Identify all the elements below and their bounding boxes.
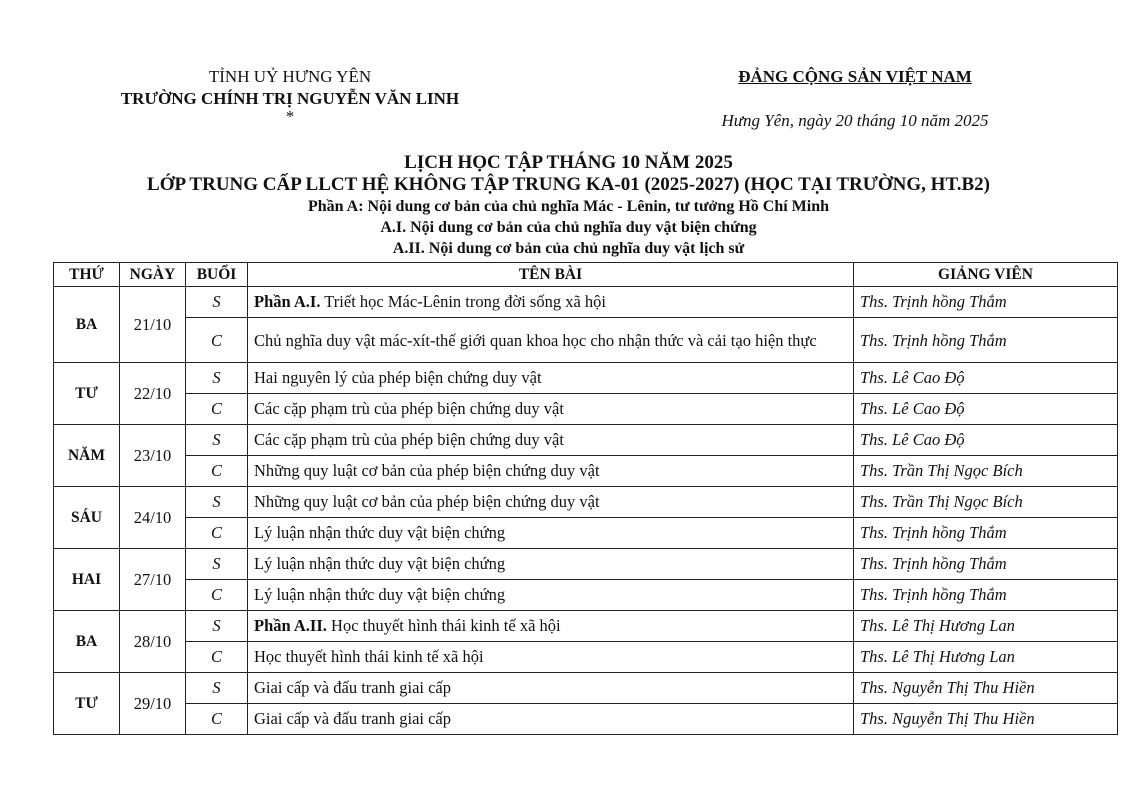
- table-row: [54, 580, 1118, 611]
- topic-text: Giai cấp và đấu tranh giai cấp: [254, 709, 451, 728]
- table-row: [54, 642, 1118, 673]
- day-cell: BA: [54, 611, 120, 673]
- topic-text: Học thuyết hình thái kinh tế xã hội: [254, 647, 484, 666]
- session-cell: S: [186, 287, 248, 318]
- session-cell: S: [186, 611, 248, 642]
- table-row: [54, 518, 1118, 549]
- header-date: NGÀY: [120, 263, 186, 287]
- table-row: [54, 487, 1118, 518]
- class-title: LỚP TRUNG CẤP LLCT HỆ KHÔNG TẬP TRUNG KA-01 (2025-2027) (HỌC TẠI TRƯỜNG, HT.B2): [147, 174, 990, 195]
- topic-text: Hai nguyên lý của phép biện chứng duy vật: [254, 368, 542, 387]
- day-cell: TƯ: [54, 673, 120, 735]
- lecturer-cell: Ths. Lê Cao Độ: [854, 425, 1118, 456]
- issuer-province: TỈNH UỶ HƯNG YÊN: [208, 67, 372, 86]
- lecturer-cell: Ths. Trịnh hồng Thắm: [854, 287, 1118, 318]
- session-cell: C: [186, 704, 248, 735]
- topic-cell: [248, 673, 854, 704]
- issuer-star: *: [285, 107, 295, 126]
- header-session: BUỔI: [186, 263, 248, 287]
- topic-text: Lý luận nhận thức duy vật biện chứng: [254, 585, 506, 604]
- date-cell: 21/10: [120, 287, 186, 363]
- document-title: LỊCH HỌC TẬP THÁNG 10 NĂM 2025: [404, 152, 733, 173]
- section-a1-title: A.I. Nội dung cơ bản của chủ nghĩa duy vật biện chứng: [380, 219, 757, 236]
- topic-cell: [248, 518, 854, 549]
- schedule-body: [54, 287, 1118, 735]
- day-cell: SÁU: [54, 487, 120, 549]
- session-cell: S: [186, 487, 248, 518]
- lecturer-cell: Ths. Nguyễn Thị Thu Hiền: [854, 704, 1118, 735]
- topic-cell: [248, 642, 854, 673]
- header-lecturer: GIẢNG VIÊN: [854, 263, 1118, 287]
- party-name: ĐẢNG CỘNG SẢN VIỆT NAM: [738, 67, 972, 86]
- date-cell: 23/10: [120, 425, 186, 487]
- topic-cell: [248, 611, 854, 642]
- topic-cell: [248, 394, 854, 425]
- topic-text: Chủ nghĩa duy vật mác-xít-thế giới quan khoa học cho nhận thức và cải tạo hiện thực: [254, 330, 817, 350]
- lecturer-cell: Ths. Trịnh hồng Thắm: [854, 518, 1118, 549]
- topic-cell: [248, 287, 854, 318]
- table-row: [54, 673, 1118, 704]
- table-row: [54, 287, 1118, 318]
- date-cell: 29/10: [120, 673, 186, 735]
- date-cell: 28/10: [120, 611, 186, 673]
- session-cell: C: [186, 318, 248, 363]
- topic-text: Những quy luật cơ bản của phép biện chứng duy vật: [254, 461, 600, 480]
- day-cell: TƯ: [54, 363, 120, 425]
- table-row: [54, 549, 1118, 580]
- session-cell: C: [186, 518, 248, 549]
- session-cell: C: [186, 394, 248, 425]
- table-row: [54, 456, 1118, 487]
- topic-cell: [248, 580, 854, 611]
- lecturer-cell: Ths. Trịnh hồng Thắm: [854, 580, 1118, 611]
- document-date: Hưng Yên, ngày 20 tháng 10 năm 2025: [721, 111, 989, 130]
- session-cell: S: [186, 549, 248, 580]
- topic-text: Học thuyết hình thái kinh tế xã hội: [326, 616, 561, 635]
- topic-cell: [248, 549, 854, 580]
- table-header-row: [54, 263, 1118, 287]
- session-cell: S: [186, 673, 248, 704]
- table-row: [54, 318, 1118, 363]
- topic-text: Lý luận nhận thức duy vật biện chứng: [254, 554, 506, 573]
- header-day: THỨ: [54, 263, 120, 287]
- topic-text: Triết học Mác-Lênin trong đời sống xã hội: [320, 292, 607, 311]
- part-label: Phần A.II.: [254, 616, 327, 635]
- topic-text: Các cặp phạm trù của phép biện chứng duy vật: [254, 430, 564, 449]
- topic-cell: [248, 318, 854, 363]
- session-cell: S: [186, 425, 248, 456]
- topic-cell: [248, 363, 854, 394]
- topic-text: Giai cấp và đấu tranh giai cấp: [254, 678, 451, 697]
- day-cell: BA: [54, 287, 120, 363]
- lecturer-cell: Ths. Lê Thị Hương Lan: [854, 611, 1118, 642]
- date-cell: 27/10: [120, 549, 186, 611]
- session-cell: S: [186, 363, 248, 394]
- party-block: [690, 66, 1020, 132]
- part-a-title: Phần A: Nội dung cơ bản của chủ nghĩa Mác - Lênin, tư tưởng Hồ Chí Minh: [307, 198, 829, 215]
- table-row: [54, 425, 1118, 456]
- topic-text: Lý luận nhận thức duy vật biện chứng: [254, 523, 506, 542]
- topic-cell: [248, 487, 854, 518]
- issuer-school: TRƯỜNG CHÍNH TRỊ NGUYỄN VĂN LINH: [120, 89, 460, 108]
- document-title-block: [0, 152, 1137, 259]
- date-cell: 24/10: [120, 487, 186, 549]
- lecturer-cell: Ths. Lê Thị Hương Lan: [854, 642, 1118, 673]
- table-row: [54, 704, 1118, 735]
- table-row: [54, 611, 1118, 642]
- lecturer-cell: Ths. Trần Thị Ngọc Bích: [854, 487, 1118, 518]
- part-label: Phần A.I.: [254, 292, 321, 311]
- schedule-table: [53, 262, 1118, 735]
- issuer-block: [110, 66, 470, 124]
- day-cell: NĂM: [54, 425, 120, 487]
- section-a2-title: A.II. Nội dung cơ bản của chủ nghĩa duy vật lịch sử: [392, 240, 745, 257]
- lecturer-cell: Ths. Trịnh hồng Thắm: [854, 549, 1118, 580]
- table-row: [54, 394, 1118, 425]
- session-cell: C: [186, 580, 248, 611]
- topic-cell: [248, 704, 854, 735]
- topic-cell: [248, 456, 854, 487]
- header-topic: TÊN BÀI: [248, 263, 854, 287]
- lecturer-cell: Ths. Trần Thị Ngọc Bích: [854, 456, 1118, 487]
- topic-cell: [248, 425, 854, 456]
- lecturer-cell: Ths. Nguyễn Thị Thu Hiền: [854, 673, 1118, 704]
- session-cell: C: [186, 642, 248, 673]
- lecturer-cell: Ths. Lê Cao Độ: [854, 363, 1118, 394]
- day-cell: HAI: [54, 549, 120, 611]
- table-row: [54, 363, 1118, 394]
- session-cell: C: [186, 456, 248, 487]
- lecturer-cell: Ths. Trịnh hồng Thắm: [854, 318, 1118, 363]
- topic-text: Các cặp phạm trù của phép biện chứng duy vật: [254, 399, 564, 418]
- lecturer-cell: Ths. Lê Cao Độ: [854, 394, 1118, 425]
- date-cell: 22/10: [120, 363, 186, 425]
- topic-text: Những quy luật cơ bản của phép biện chứng duy vật: [254, 492, 600, 511]
